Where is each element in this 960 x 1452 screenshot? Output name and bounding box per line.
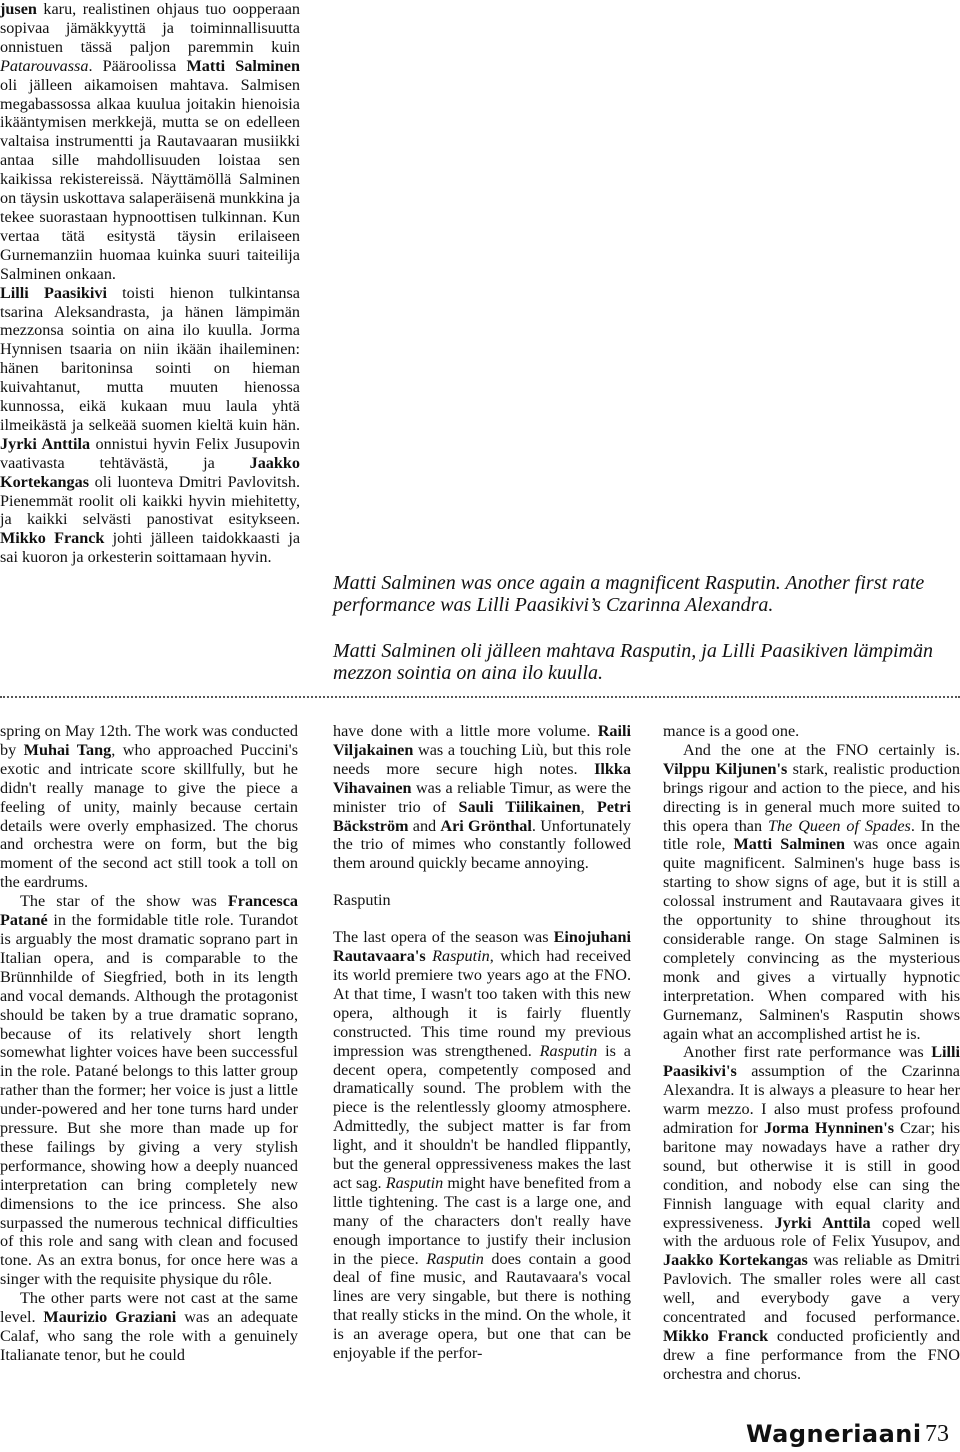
text-run: , — [580, 797, 597, 816]
bold-name: Petri Bäckström — [333, 797, 631, 835]
paragraph — [333, 928, 631, 1363]
english-col3-text — [663, 722, 960, 1384]
text-run: conducted proficiently and drew a fine performance from the FNO orchestra and chorus. — [663, 1327, 960, 1383]
magazine-brand: Wagneriaani — [746, 1420, 922, 1448]
bold-name: Muhai Tang — [23, 740, 112, 759]
text-run: Another first rate performance was — [683, 1043, 932, 1062]
english-col2b-text — [333, 928, 631, 1363]
bold-name: Jyrki Anttila — [774, 1213, 871, 1232]
finnish-column — [0, 0, 300, 567]
text-run: was a reliable Timur, as were the minister trio of — [333, 778, 631, 816]
text-run: , which had received its world premiere two years ago at the FNO. At that time, I wasn't too taken with this new opera, although it is fairly fluently constructed. This time round my previous impression was strengthened. — [333, 947, 631, 1060]
text-run: . Unfortunately the trio of mimes who constantly followed them around quickly became annoying. — [333, 816, 631, 873]
bold-name: Jaakko Kortekangas — [0, 453, 300, 491]
english-column-3 — [663, 722, 960, 1384]
bold-name: Mikko Franck — [663, 1327, 769, 1345]
italic-title: Rasputin — [426, 1249, 484, 1268]
text-run: and — [408, 816, 441, 835]
text-run: stark, realistic production brings rigour and action to the piece, and his directing is in general much more suited to this opera than — [663, 759, 960, 835]
italic-title: Patarouvassa — [0, 56, 89, 75]
pullquote-finnish: Matti Salminen oli jälleen mahtava Rasputin, ja Lilli Paasikiven lämpimän mezzon sointia on aina ilo kuulla. — [333, 640, 933, 684]
text-run: coped well with the arduous role of Felix Yusupov, and — [663, 1213, 960, 1251]
italic-title: Rasputin — [385, 1173, 444, 1192]
text-run: , who approached Puccini's exotic and intricate score skillfully, but he didn't really manage to give the piece a feeling of unity, mainly because certain details were overly emphasized. The chorus and orchestra were on form, but the big moment of the second act still took a toll on the eardrums. — [0, 740, 298, 892]
text-run: The last opera of the season was — [333, 928, 554, 947]
text-run: was reliable as Dmitri Pavlovich. The smaller roles were all cast well, and everybody gave a very concentrated and focused performance. — [663, 1251, 960, 1327]
text-run: The star of the show was — [20, 892, 228, 911]
text-run: karu, realistinen ohjaus tuo oopperaan sopivaa jämäkkyyttä ja toiminnallisuutta onnistuen tässä paljon paremmin kuin — [0, 0, 300, 56]
text-run: have done with a little more volume. — [333, 722, 598, 740]
english-column-2 — [333, 722, 631, 1363]
text-run: . Pääroolissa — [88, 56, 187, 75]
bold-name: jusen — [0, 0, 37, 18]
text-run: does contain a good deal of fine music, and Rautavaara's vocal lines are very singable, but there is nothing that really sticks in the mind. On the whole, it is an average opera, but one that can be enjoyable if the perfor- — [333, 1249, 631, 1363]
paragraph — [0, 722, 298, 892]
english-col1-text — [0, 722, 298, 1365]
dotted-divider — [0, 696, 960, 698]
italic-title: Rasputin — [432, 947, 490, 966]
bold-name: Vilppu Kiljunen's — [663, 759, 788, 778]
bold-name: Maurizio Graziani — [43, 1308, 177, 1327]
page-number: 73 — [925, 1421, 949, 1447]
italic-title: The Queen of Spades — [768, 816, 911, 835]
english-column-1 — [0, 722, 298, 1365]
text-run: toisti hienon tulkintansa tsarina Aleksandrasta, ja hänen lämpimän mezzonsa sointia on aina ilo kuulla. Jorma Hynnisen tsaaria on niin ikään ihaileminen: hänen baritoninsa sointi on hieman kuivahtanut, mutta muuten hienossa kunnossa, eikä kukaan muu laula yhtä ilmeikästä ja selkeää suomen kieltä kuin hän. — [0, 283, 300, 434]
paragraph — [0, 892, 298, 1289]
bold-name: Francesca Patané — [0, 892, 298, 930]
pullquote-english: Matti Salminen was once again a magnificent Rasputin. Another first rate performance was Lilli Paasikivi’s Czarinna Alexandra. — [333, 572, 925, 616]
text-run: Czar; his baritone may nowadays have a rather dry sound, but otherwise it is still in good condition, and nobody else can sing the Finnish language with equal clarity and expressiveness. — [663, 1119, 960, 1232]
text-run: oli jälleen aikamoisen mahtava. Salmisen megabassossa alkaa kuulua joitakin hienoisia ikääntymisen merkkejä, mutta se on edelleen valtaisa instrumentti ja Rautavaaran musiikki antaa sille mahdollisuuden loistaa sen kaikissa rekistereissä. Näyttämöllä Salminen on täysin uskottava salaperäisenä munkkina ja tekee suorastaan hypnoottisen tulkinnan. Kun vertaa tätä esitystä täysin erilaiseen Gurnemanziin huomaa kuinka suuri taiteilija Salminen onkaan. — [0, 75, 300, 283]
bold-name: Einojuhani Rautavaara's — [333, 928, 631, 966]
text-run: And the one at the FNO certainly is. — [683, 740, 960, 759]
paragraph — [663, 741, 960, 1044]
text-run: mance is a good one. — [663, 722, 800, 740]
english-col2-text — [333, 722, 631, 873]
text-run: spring on May 12th. The work was conducted by — [0, 722, 298, 759]
bold-name: Mikko Franck — [0, 529, 105, 548]
text-run: was once again quite magnificent. Salminen's huge bass is starting to show signs of age, but it is still a colossal instrument and Rautavaara gives it the opportunity to shine throughout its considerable range. On stage Salminen is completely convincing as the mysterious monk and gives a virtually hypnotic interpretation. When compared with his Gurnemanz, Salminen's Rasputin shows again what an accomplished artist he is. — [663, 835, 960, 1043]
text-run: was an adequate Calaf, who sang the role with a genuinely Italianate tenor, but he could — [0, 1308, 298, 1364]
bold-name: Jyrki Anttila — [0, 434, 91, 453]
text-run: onnistui hyvin Felix Jusupovin vaativasta tehtävästä, ja — [0, 434, 300, 472]
text-run: in the formidable title role. Turandot is arguably the most dramatic soprano part in Italian opera, and is comparable to the Brünnhilde of Siegfried, both in its length and vocal demands. Although the protagonist should be taken by a true dramatic soprano, because of its relatively short length somewhat lighter voices have been successful in the role. Patané belongs to this latter group rather than the former; her voice is just a little under-powered and her tone turns hard under pressure. But she more than made up for these failings by giving a very stylish performance, showing how a deeply nuanced interpretation can bring completely new dimensions to the ice princess. She also surpassed the numerous technical difficulties of this role and sang with clean and focused tone. As an extra bonus, for once here was a singer with the requisite physique du rôle. — [0, 911, 298, 1289]
text-run: oli luonteva Dmitri Pavlovitsh. Pienemmät roolit oli kaikki hyvin miehitetty, ja kaikki selvästi panostivat esitykseen. — [0, 472, 300, 529]
bold-name: Raili Viljakainen — [333, 722, 631, 759]
text-run: was a touching Liù, but this role needs more secure high notes. — [333, 740, 631, 778]
text-run: The other parts were not cast at the same level. — [0, 1289, 298, 1327]
text-run: johti jälleen taidokkaasti ja sai kuoron ja orkesterin soittamaan hyvin. — [0, 529, 300, 567]
text-run: assumption of the Czarinna Alexandra. It is always a pleasure to hear her warm mezzo. I also must profess profound admiration for — [663, 1062, 960, 1138]
bold-name: Lilli Paasikivi's — [663, 1043, 960, 1081]
italic-title: Rasputin — [539, 1041, 598, 1060]
subhead-rasputin: Rasputin — [333, 891, 391, 910]
bold-name: Ilkka Vihavainen — [333, 759, 631, 797]
bold-name: Lilli Paasikivi — [0, 283, 107, 302]
paragraph — [333, 722, 631, 873]
bold-name: Jaakko Kortekangas — [663, 1251, 808, 1270]
paragraph — [663, 722, 960, 741]
text-run: is a decent opera, competently composed and dramatically sound. The problem with the piece is the relentlessly gloomy atmosphere. Admittedly, the subject matter is far from light, and it shouldn't be handled flippantly, but the general oppressiveness makes the last act sag. — [333, 1041, 631, 1192]
bold-name: Matti Salminen — [733, 835, 846, 854]
bold-name: Jorma Hynninen's — [763, 1119, 895, 1138]
paragraph — [0, 1289, 298, 1365]
text-run: might have benefited from a little tightening. The cast is a large one, and many of the characters don't really have enough importance to justify their inclusion in the piece. — [333, 1173, 631, 1268]
finnish-paragraph-2 — [0, 284, 300, 568]
bold-name: Sauli Tiilikainen — [458, 797, 581, 816]
paragraph — [663, 1043, 960, 1383]
finnish-paragraph-1 — [0, 0, 300, 284]
text-run: . In the title role, — [663, 816, 960, 854]
bold-name: Matti Salminen — [186, 56, 300, 75]
bold-name: Ari Grönthal — [440, 816, 532, 835]
